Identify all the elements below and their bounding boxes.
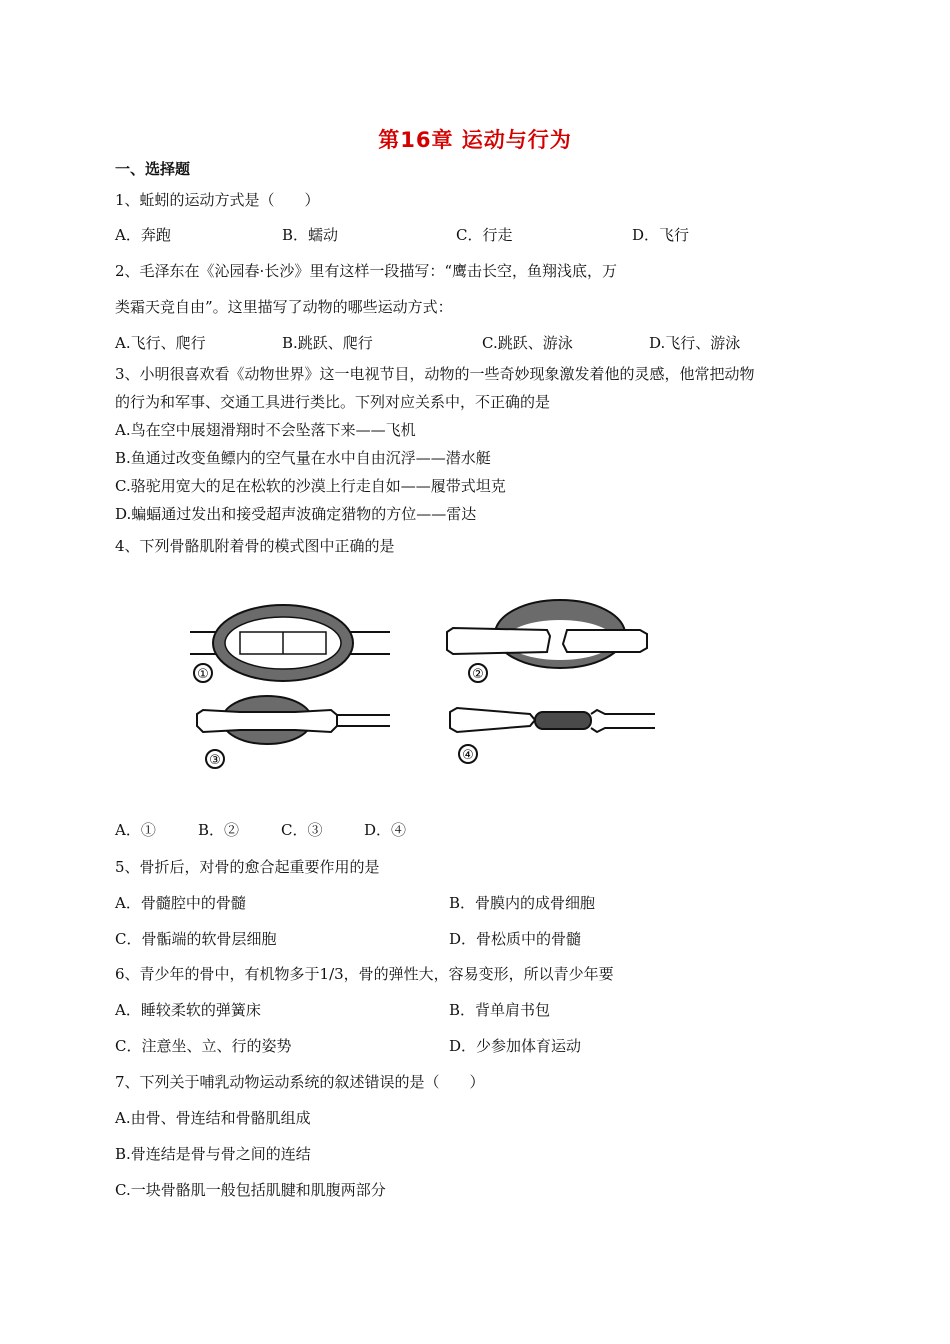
section-heading: 一、选择题 [115,160,191,178]
question-4-option-c: C．③ [281,821,323,839]
diagram-panel-4 [450,708,655,763]
question-2-option-d: D.飞行、游泳 [649,334,741,352]
question-5-option-c: C．骨骺端的软骨层细胞 [115,930,277,948]
question-2-stem-line-2: 类霜天竞自由”。这里描写了动物的哪些运动方式： [115,298,453,316]
question-5-stem: 5、骨折后，对骨的愈合起重要作用的是 [115,858,380,876]
question-2-option-a: A.飞行、爬行 [115,334,206,352]
diagram-panel-2 [447,600,647,682]
question-1-stem: 1、蚯蚓的运动方式是（ ） [115,191,320,209]
question-6-option-b: B．背单肩书包 [449,1001,551,1019]
skeletal-muscle-diagram [185,574,655,774]
question-7-option-c: C.一块骨骼肌一般包括肌腱和肌腹两部分 [115,1181,386,1199]
question-2-option-b: B.跳跃、爬行 [282,334,373,352]
question-2-option-c: C.跳跃、游泳 [482,334,573,352]
panel-1-label: ① [197,667,209,682]
question-3-stem-line-2: 的行为和军事、交通工具进行类比。下列对应关系中，不正确的是 [115,393,551,411]
question-3-stem-line-1: 3、小明很喜欢看《动物世界》这一电视节目，动物的一些奇妙现象激发着他的灵感，他常把动物 [115,365,755,383]
question-3-option-a: A.鸟在空中展翅滑翔时不会坠落下来——飞机 [115,421,416,439]
panel-3-label: ③ [209,753,221,768]
question-6-option-c: C．注意坐、立、行的姿势 [115,1037,292,1055]
question-5-option-a: A．骨髓腔中的骨髓 [115,894,246,912]
question-2-stem-line-1: 2、毛泽东在《沁园春·长沙》里有这样一段描写：“鹰击长空，鱼翔浅底，万 [115,262,617,280]
question-1-option-b: B．蠕动 [282,226,339,244]
question-3-option-d: D.蝙蝠通过发出和接受超声波确定猎物的方位——雷达 [115,505,477,523]
question-1-option-c: C．行走 [456,226,513,244]
panel-4-label: ④ [462,748,474,763]
question-7-stem: 7、下列关于哺乳动物运动系统的叙述错误的是（ ） [115,1073,485,1091]
diagram-panel-1 [190,605,390,682]
question-5-option-b: B．骨膜内的成骨细胞 [449,894,596,912]
question-1-option-d: D．飞行 [632,226,690,244]
question-3-option-b: B.鱼通过改变鱼鳔内的空气量在水中自由沉浮——潜水艇 [115,449,491,467]
question-1-option-a: A．奔跑 [115,226,171,244]
diagram-panel-3 [197,696,390,768]
page-title: 第16章 运动与行为 [378,128,572,152]
panel-2-label: ② [472,667,484,682]
question-4-stem: 4、下列骨骼肌附着骨的模式图中正确的是 [115,537,395,555]
question-4-option-b: B．② [198,821,240,839]
question-6-option-d: D．少参加体育运动 [449,1037,582,1055]
question-6-stem: 6、青少年的骨中，有机物多于1/3，骨的弹性大，容易变形，所以青少年要 [115,965,614,983]
question-7-option-a: A.由骨、骨连结和骨骼肌组成 [115,1109,311,1127]
question-5-option-d: D．骨松质中的骨髓 [449,930,582,948]
question-4-option-a: A．① [115,821,156,839]
question-6-option-a: A．睡较柔软的弹簧床 [115,1001,261,1019]
question-4-option-d: D．④ [364,821,407,839]
question-3-option-c: C.骆驼用宽大的足在松软的沙漠上行走自如——履带式坦克 [115,477,506,495]
question-7-option-b: B.骨连结是骨与骨之间的连结 [115,1145,311,1163]
